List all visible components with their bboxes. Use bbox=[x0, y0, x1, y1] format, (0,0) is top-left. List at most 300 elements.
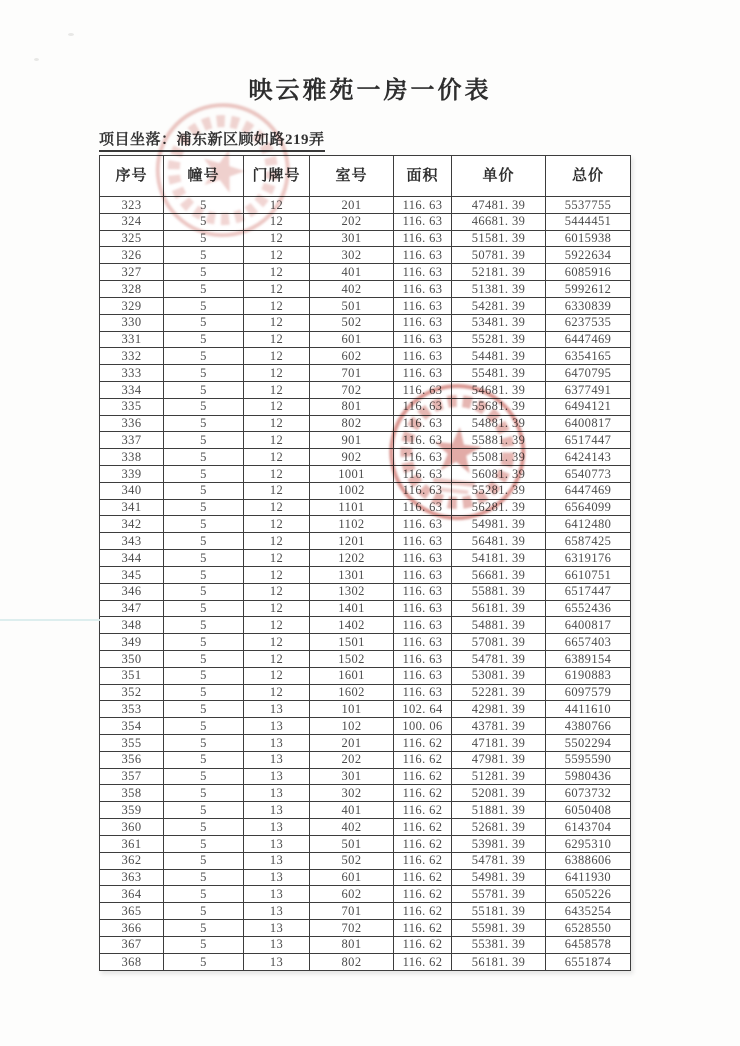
table-cell: 6143704 bbox=[546, 819, 631, 836]
table-cell: 116. 62 bbox=[394, 886, 452, 903]
table-cell: 901 bbox=[310, 432, 394, 449]
table-cell: 360 bbox=[100, 819, 164, 836]
table-row bbox=[100, 617, 631, 634]
table-row bbox=[100, 297, 631, 314]
table-cell: 55781. 39 bbox=[452, 886, 546, 903]
table-cell: 116. 62 bbox=[394, 802, 452, 819]
table-row bbox=[100, 213, 631, 230]
table-cell: 51381. 39 bbox=[452, 281, 546, 298]
table-cell: 55881. 39 bbox=[452, 583, 546, 600]
table-cell: 6400817 bbox=[546, 617, 631, 634]
table-cell: 352 bbox=[100, 684, 164, 701]
table-cell: 6551874 bbox=[546, 953, 631, 970]
table-cell: 333 bbox=[100, 365, 164, 382]
table-cell: 43781. 39 bbox=[452, 718, 546, 735]
table-cell: 47981. 39 bbox=[452, 751, 546, 768]
table-cell: 54881. 39 bbox=[452, 617, 546, 634]
table-cell: 116. 62 bbox=[394, 751, 452, 768]
table-cell: 51281. 39 bbox=[452, 768, 546, 785]
table-cell: 116. 63 bbox=[394, 482, 452, 499]
table-cell: 6411930 bbox=[546, 869, 631, 886]
table-cell: 54481. 39 bbox=[452, 348, 546, 365]
table-row bbox=[100, 667, 631, 684]
table-cell: 502 bbox=[310, 314, 394, 331]
scan-artifact-speck bbox=[68, 33, 74, 36]
table-cell: 701 bbox=[310, 365, 394, 382]
price-table-header bbox=[100, 156, 631, 197]
table-cell: 12 bbox=[244, 516, 310, 533]
table-cell: 5 bbox=[164, 499, 244, 516]
table-cell: 116. 62 bbox=[394, 735, 452, 752]
header-row bbox=[100, 156, 631, 197]
table-row bbox=[100, 886, 631, 903]
table-cell: 13 bbox=[244, 718, 310, 735]
table-cell: 56081. 39 bbox=[452, 466, 546, 483]
table-cell: 5 bbox=[164, 566, 244, 583]
table-cell: 5 bbox=[164, 264, 244, 281]
table-cell: 100. 06 bbox=[394, 718, 452, 735]
table-cell: 116. 63 bbox=[394, 264, 452, 281]
table-cell: 12 bbox=[244, 415, 310, 432]
table-cell: 12 bbox=[244, 667, 310, 684]
table-cell: 5 bbox=[164, 768, 244, 785]
table-cell: 201 bbox=[310, 735, 394, 752]
table-cell: 13 bbox=[244, 802, 310, 819]
table-cell: 116. 63 bbox=[394, 432, 452, 449]
table-cell: 350 bbox=[100, 650, 164, 667]
table-row bbox=[100, 348, 631, 365]
table-cell: 52181. 39 bbox=[452, 264, 546, 281]
table-cell: 351 bbox=[100, 667, 164, 684]
table-cell: 6319176 bbox=[546, 550, 631, 567]
table-cell: 1301 bbox=[310, 566, 394, 583]
table-cell: 12 bbox=[244, 466, 310, 483]
table-cell: 101 bbox=[310, 701, 394, 718]
table-cell: 1202 bbox=[310, 550, 394, 567]
table-cell: 52681. 39 bbox=[452, 819, 546, 836]
table-cell: 1302 bbox=[310, 583, 394, 600]
table-row bbox=[100, 398, 631, 415]
table-cell: 53081. 39 bbox=[452, 667, 546, 684]
table-cell: 5 bbox=[164, 819, 244, 836]
table-cell: 116. 63 bbox=[394, 466, 452, 483]
table-cell: 55981. 39 bbox=[452, 919, 546, 936]
table-cell: 12 bbox=[244, 432, 310, 449]
table-cell: 5 bbox=[164, 634, 244, 651]
table-cell: 402 bbox=[310, 281, 394, 298]
table-cell: 47181. 39 bbox=[452, 735, 546, 752]
table-cell: 56481. 39 bbox=[452, 533, 546, 550]
table-cell: 5 bbox=[164, 718, 244, 735]
table-cell: 1001 bbox=[310, 466, 394, 483]
table-cell: 56681. 39 bbox=[452, 566, 546, 583]
table-cell: 501 bbox=[310, 835, 394, 852]
table-cell: 116. 62 bbox=[394, 903, 452, 920]
table-cell: 902 bbox=[310, 449, 394, 466]
table-cell: 347 bbox=[100, 600, 164, 617]
table-cell: 5 bbox=[164, 684, 244, 701]
table-cell: 54281. 39 bbox=[452, 297, 546, 314]
table-cell: 12 bbox=[244, 314, 310, 331]
table-cell: 116. 63 bbox=[394, 650, 452, 667]
table-cell: 13 bbox=[244, 701, 310, 718]
table-cell: 5980436 bbox=[546, 768, 631, 785]
table-cell: 5 bbox=[164, 398, 244, 415]
table-cell: 12 bbox=[244, 482, 310, 499]
table-cell: 116. 63 bbox=[394, 297, 452, 314]
table-cell: 116. 62 bbox=[394, 852, 452, 869]
table-cell: 1501 bbox=[310, 634, 394, 651]
table-cell: 6097579 bbox=[546, 684, 631, 701]
table-cell: 56281. 39 bbox=[452, 499, 546, 516]
table-cell: 6494121 bbox=[546, 398, 631, 415]
table-cell: 359 bbox=[100, 802, 164, 819]
table-row bbox=[100, 449, 631, 466]
table-cell: 12 bbox=[244, 264, 310, 281]
table-cell: 5 bbox=[164, 213, 244, 230]
table-row bbox=[100, 936, 631, 953]
table-cell: 331 bbox=[100, 331, 164, 348]
project-location-label: 项目坐落：浦东新区顾如路219弄 bbox=[99, 128, 325, 152]
table-cell: 54681. 39 bbox=[452, 381, 546, 398]
table-cell: 332 bbox=[100, 348, 164, 365]
table-cell: 6388606 bbox=[546, 852, 631, 869]
table-cell: 340 bbox=[100, 482, 164, 499]
table-cell: 802 bbox=[310, 953, 394, 970]
table-cell: 1601 bbox=[310, 667, 394, 684]
table-row bbox=[100, 566, 631, 583]
table-cell: 12 bbox=[244, 634, 310, 651]
table-cell: 116. 63 bbox=[394, 314, 452, 331]
table-cell: 12 bbox=[244, 449, 310, 466]
table-cell: 334 bbox=[100, 381, 164, 398]
table-cell: 54881. 39 bbox=[452, 415, 546, 432]
table-cell: 12 bbox=[244, 499, 310, 516]
table-cell: 12 bbox=[244, 197, 310, 214]
table-cell: 5 bbox=[164, 381, 244, 398]
table-cell: 335 bbox=[100, 398, 164, 415]
table-row bbox=[100, 482, 631, 499]
table-cell: 116. 63 bbox=[394, 550, 452, 567]
table-cell: 116. 63 bbox=[394, 247, 452, 264]
table-cell: 55681. 39 bbox=[452, 398, 546, 415]
table-cell: 5922634 bbox=[546, 247, 631, 264]
table-cell: 6354165 bbox=[546, 348, 631, 365]
table-cell: 116. 62 bbox=[394, 869, 452, 886]
table-cell: 13 bbox=[244, 903, 310, 920]
table-cell: 6552436 bbox=[546, 600, 631, 617]
table-row bbox=[100, 735, 631, 752]
table-cell: 6517447 bbox=[546, 583, 631, 600]
table-cell: 5 bbox=[164, 701, 244, 718]
table-cell: 361 bbox=[100, 835, 164, 852]
table-cell: 13 bbox=[244, 785, 310, 802]
table-cell: 5 bbox=[164, 297, 244, 314]
table-row bbox=[100, 869, 631, 886]
table-cell: 12 bbox=[244, 650, 310, 667]
table-cell: 12 bbox=[244, 213, 310, 230]
table-cell: 52281. 39 bbox=[452, 684, 546, 701]
table-cell: 102. 64 bbox=[394, 701, 452, 718]
table-cell: 56181. 39 bbox=[452, 953, 546, 970]
table-cell: 6085916 bbox=[546, 264, 631, 281]
table-row bbox=[100, 314, 631, 331]
table-cell: 349 bbox=[100, 634, 164, 651]
table-cell: 5 bbox=[164, 919, 244, 936]
table-cell: 55381. 39 bbox=[452, 936, 546, 953]
table-cell: 5 bbox=[164, 432, 244, 449]
table-cell: 116. 62 bbox=[394, 768, 452, 785]
table-row bbox=[100, 785, 631, 802]
table-cell: 337 bbox=[100, 432, 164, 449]
table-cell: 12 bbox=[244, 684, 310, 701]
table-row bbox=[100, 650, 631, 667]
table-cell: 53981. 39 bbox=[452, 835, 546, 852]
table-row bbox=[100, 533, 631, 550]
table-row bbox=[100, 247, 631, 264]
table-cell: 5 bbox=[164, 197, 244, 214]
table-row bbox=[100, 701, 631, 718]
table-cell: 116. 63 bbox=[394, 197, 452, 214]
table-cell: 402 bbox=[310, 819, 394, 836]
table-cell: 1602 bbox=[310, 684, 394, 701]
table-cell: 55181. 39 bbox=[452, 903, 546, 920]
table-row bbox=[100, 802, 631, 819]
table-cell: 358 bbox=[100, 785, 164, 802]
table-cell: 13 bbox=[244, 835, 310, 852]
table-cell: 329 bbox=[100, 297, 164, 314]
table-cell: 6050408 bbox=[546, 802, 631, 819]
table-cell: 116. 63 bbox=[394, 667, 452, 684]
table-row bbox=[100, 331, 631, 348]
table-cell: 326 bbox=[100, 247, 164, 264]
table-cell: 344 bbox=[100, 550, 164, 567]
table-cell: 5 bbox=[164, 869, 244, 886]
table-cell: 302 bbox=[310, 247, 394, 264]
table-cell: 5 bbox=[164, 802, 244, 819]
table-cell: 330 bbox=[100, 314, 164, 331]
table-cell: 55281. 39 bbox=[452, 331, 546, 348]
table-cell: 802 bbox=[310, 415, 394, 432]
table-cell: 6517447 bbox=[546, 432, 631, 449]
table-cell: 13 bbox=[244, 953, 310, 970]
table-cell: 116. 63 bbox=[394, 348, 452, 365]
table-cell: 5502294 bbox=[546, 735, 631, 752]
table-row bbox=[100, 751, 631, 768]
table-cell: 12 bbox=[244, 533, 310, 550]
table-cell: 13 bbox=[244, 919, 310, 936]
table-cell: 6528550 bbox=[546, 919, 631, 936]
table-cell: 12 bbox=[244, 365, 310, 382]
table-cell: 6657403 bbox=[546, 634, 631, 651]
table-cell: 4380766 bbox=[546, 718, 631, 735]
table-cell: 5992612 bbox=[546, 281, 631, 298]
table-cell: 52081. 39 bbox=[452, 785, 546, 802]
table-cell: 362 bbox=[100, 852, 164, 869]
table-cell: 5 bbox=[164, 886, 244, 903]
table-cell: 12 bbox=[244, 348, 310, 365]
table-row bbox=[100, 281, 631, 298]
table-cell: 343 bbox=[100, 533, 164, 550]
table-cell: 367 bbox=[100, 936, 164, 953]
table-cell: 116. 62 bbox=[394, 953, 452, 970]
price-table-body bbox=[100, 197, 631, 971]
table-cell: 302 bbox=[310, 785, 394, 802]
table-cell: 1502 bbox=[310, 650, 394, 667]
table-cell: 602 bbox=[310, 886, 394, 903]
table-cell: 116. 63 bbox=[394, 617, 452, 634]
table-cell: 5444451 bbox=[546, 213, 631, 230]
table-cell: 342 bbox=[100, 516, 164, 533]
table-cell: 116. 63 bbox=[394, 533, 452, 550]
page-title: 映云雅苑一房一价表 bbox=[248, 78, 492, 104]
col-header-area: 面积 bbox=[394, 156, 452, 197]
table-row bbox=[100, 919, 631, 936]
table-cell: 201 bbox=[310, 197, 394, 214]
table-cell: 5 bbox=[164, 785, 244, 802]
table-cell: 1201 bbox=[310, 533, 394, 550]
table-cell: 353 bbox=[100, 701, 164, 718]
table-cell: 702 bbox=[310, 381, 394, 398]
table-cell: 702 bbox=[310, 919, 394, 936]
scan-artifact-speck bbox=[34, 58, 39, 61]
table-cell: 6564099 bbox=[546, 499, 631, 516]
table-cell: 116. 63 bbox=[394, 499, 452, 516]
table-cell: 6424143 bbox=[546, 449, 631, 466]
table-cell: 50781. 39 bbox=[452, 247, 546, 264]
table-cell: 328 bbox=[100, 281, 164, 298]
table-cell: 116. 62 bbox=[394, 835, 452, 852]
table-row bbox=[100, 600, 631, 617]
table-cell: 6610751 bbox=[546, 566, 631, 583]
table-cell: 5 bbox=[164, 953, 244, 970]
table-row bbox=[100, 768, 631, 785]
table-cell: 13 bbox=[244, 852, 310, 869]
table-cell: 339 bbox=[100, 466, 164, 483]
table-cell: 354 bbox=[100, 718, 164, 735]
table-cell: 357 bbox=[100, 768, 164, 785]
table-cell: 54181. 39 bbox=[452, 550, 546, 567]
table-cell: 5 bbox=[164, 583, 244, 600]
table-cell: 5 bbox=[164, 600, 244, 617]
table-cell: 364 bbox=[100, 886, 164, 903]
table-cell: 116. 63 bbox=[394, 365, 452, 382]
table-cell: 5 bbox=[164, 516, 244, 533]
table-cell: 202 bbox=[310, 751, 394, 768]
table-cell: 6587425 bbox=[546, 533, 631, 550]
table-cell: 42981. 39 bbox=[452, 701, 546, 718]
table-cell: 5 bbox=[164, 667, 244, 684]
table-cell: 6447469 bbox=[546, 482, 631, 499]
table-cell: 116. 63 bbox=[394, 281, 452, 298]
table-cell: 801 bbox=[310, 398, 394, 415]
table-cell: 5 bbox=[164, 751, 244, 768]
table-cell: 5 bbox=[164, 550, 244, 567]
table-cell: 6470795 bbox=[546, 365, 631, 382]
table-cell: 336 bbox=[100, 415, 164, 432]
table-row bbox=[100, 432, 631, 449]
table-cell: 5 bbox=[164, 533, 244, 550]
table-row bbox=[100, 583, 631, 600]
table-cell: 502 bbox=[310, 852, 394, 869]
table-cell: 116. 63 bbox=[394, 213, 452, 230]
table-cell: 6458578 bbox=[546, 936, 631, 953]
table-cell: 6237535 bbox=[546, 314, 631, 331]
table-cell: 47481. 39 bbox=[452, 197, 546, 214]
table-cell: 5 bbox=[164, 281, 244, 298]
table-row bbox=[100, 903, 631, 920]
table-cell: 116. 63 bbox=[394, 583, 452, 600]
table-cell: 5 bbox=[164, 314, 244, 331]
table-cell: 5 bbox=[164, 348, 244, 365]
table-cell: 13 bbox=[244, 819, 310, 836]
table-cell: 54981. 39 bbox=[452, 516, 546, 533]
table-row bbox=[100, 852, 631, 869]
table-cell: 601 bbox=[310, 331, 394, 348]
table-cell: 12 bbox=[244, 331, 310, 348]
table-cell: 116. 62 bbox=[394, 919, 452, 936]
table-cell: 6295310 bbox=[546, 835, 631, 852]
table-cell: 13 bbox=[244, 886, 310, 903]
table-cell: 116. 63 bbox=[394, 398, 452, 415]
table-cell: 5 bbox=[164, 852, 244, 869]
table-cell: 324 bbox=[100, 213, 164, 230]
table-cell: 6505226 bbox=[546, 886, 631, 903]
table-row bbox=[100, 415, 631, 432]
table-cell: 102 bbox=[310, 718, 394, 735]
col-header-unit-price: 单价 bbox=[452, 156, 546, 197]
table-cell: 6073732 bbox=[546, 785, 631, 802]
table-cell: 12 bbox=[244, 617, 310, 634]
table-cell: 116. 63 bbox=[394, 684, 452, 701]
col-header-room: 室号 bbox=[310, 156, 394, 197]
table-cell: 116. 63 bbox=[394, 415, 452, 432]
table-cell: 5 bbox=[164, 230, 244, 247]
table-cell: 55281. 39 bbox=[452, 482, 546, 499]
table-cell: 55881. 39 bbox=[452, 432, 546, 449]
table-row bbox=[100, 365, 631, 382]
table-cell: 6330839 bbox=[546, 297, 631, 314]
table-row bbox=[100, 264, 631, 281]
table-cell: 12 bbox=[244, 381, 310, 398]
table-cell: 116. 63 bbox=[394, 634, 452, 651]
table-cell: 1002 bbox=[310, 482, 394, 499]
table-cell: 51581. 39 bbox=[452, 230, 546, 247]
table-cell: 5595590 bbox=[546, 751, 631, 768]
table-cell: 12 bbox=[244, 600, 310, 617]
table-cell: 601 bbox=[310, 869, 394, 886]
table-cell: 1101 bbox=[310, 499, 394, 516]
table-cell: 5 bbox=[164, 449, 244, 466]
table-cell: 348 bbox=[100, 617, 164, 634]
table-cell: 6400817 bbox=[546, 415, 631, 432]
table-cell: 5 bbox=[164, 735, 244, 752]
table-cell: 5 bbox=[164, 936, 244, 953]
table-cell: 1102 bbox=[310, 516, 394, 533]
table-cell: 301 bbox=[310, 768, 394, 785]
table-cell: 5 bbox=[164, 482, 244, 499]
table-cell: 5 bbox=[164, 415, 244, 432]
table-cell: 12 bbox=[244, 583, 310, 600]
table-cell: 6540773 bbox=[546, 466, 631, 483]
table-cell: 12 bbox=[244, 297, 310, 314]
table-row bbox=[100, 953, 631, 970]
price-table bbox=[99, 155, 631, 971]
table-cell: 116. 63 bbox=[394, 600, 452, 617]
table-cell: 12 bbox=[244, 550, 310, 567]
table-cell: 5 bbox=[164, 247, 244, 264]
table-cell: 6447469 bbox=[546, 331, 631, 348]
